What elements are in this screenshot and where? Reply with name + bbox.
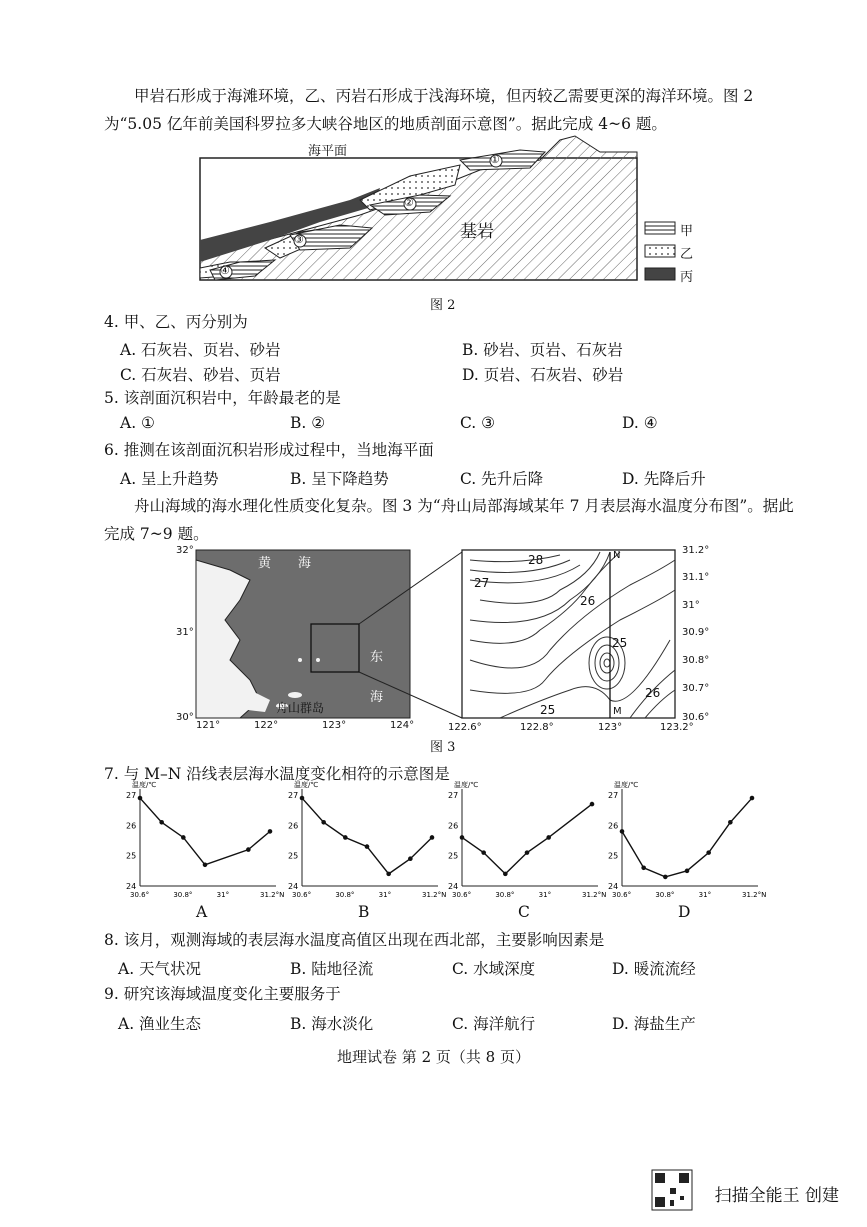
- chart-C-point: [503, 872, 508, 877]
- left-lat-30: 30°: [176, 712, 194, 723]
- chart-A-point: [203, 862, 208, 867]
- chart-C-series-line: [462, 804, 592, 874]
- chart-A-point: [181, 835, 186, 840]
- fig3-caption: 图 3: [430, 740, 456, 755]
- chart-B-point: [386, 872, 391, 877]
- q9-option-c[interactable]: C. 海洋航行: [452, 1015, 536, 1033]
- sea-level-label: 海平面: [308, 144, 348, 159]
- isotherm-26-b: 26: [645, 686, 661, 700]
- chart-D-point: [728, 820, 733, 825]
- chart-B-point: [365, 844, 370, 849]
- chart-B-ytick: 25: [288, 851, 299, 861]
- chart-D-xtick: 30.6°: [612, 891, 632, 899]
- chart-B-point: [430, 835, 435, 840]
- chart-D-point: [685, 869, 690, 874]
- chart-C-xtick: 30.6°: [452, 891, 472, 899]
- chart-B-ytick: 26: [288, 821, 299, 831]
- chart-D-xtick: 30.8°: [655, 891, 675, 899]
- q4-option-a[interactable]: A. 石灰岩、页岩、砂岩: [120, 341, 281, 359]
- q4-option-b[interactable]: B. 砂岩、页岩、石灰岩: [462, 341, 623, 359]
- chart-C-ytick: 24: [448, 882, 459, 891]
- left-lat-32: 32°: [176, 545, 194, 556]
- chart-C-ytick: 26: [448, 821, 459, 831]
- bedrock-label: 基岩: [460, 222, 494, 242]
- q7-option-d[interactable]: D: [678, 903, 691, 921]
- right-lat-31: 31°: [682, 600, 700, 611]
- left-lat-31: 31°: [176, 627, 194, 638]
- chart-C-ylabel: 温度/℃: [454, 781, 479, 789]
- label-huang: 黄: [258, 556, 272, 571]
- qr-code-icon: [652, 1170, 692, 1210]
- left-lon-124: 124°: [390, 720, 415, 731]
- chart-C-point: [481, 850, 486, 855]
- left-lon-123: 123°: [322, 720, 347, 731]
- q5-stem: 5. 该剖面沉积岩中，年龄最老的是: [104, 389, 341, 407]
- chart-A-point: [159, 820, 164, 825]
- intro-passage-1: 甲岩石形成于海滩环境，乙、丙岩石形成于浅海环境，但丙较乙需要更深的海洋环境。图 2 为“5.05 亿年前美国科罗拉多大峡谷地区的地质剖面示意图”。据此完成 4~6 题。: [104, 87, 754, 133]
- left-lon-122: 122°: [254, 720, 279, 731]
- q8-option-c[interactable]: C. 水域深度: [452, 960, 536, 978]
- chart-B-point: [321, 820, 326, 825]
- q8-option-d[interactable]: D. 暖流流经: [612, 960, 696, 978]
- left-lon-121: 121°: [196, 720, 221, 731]
- q9-option-b[interactable]: B. 海水淡化: [290, 1015, 374, 1033]
- legend-bing: 丙: [680, 270, 694, 285]
- right-lat-30-6: 30.6°: [682, 712, 710, 723]
- q5-option-d[interactable]: D. ④: [622, 414, 658, 432]
- chart-A-xtick: 31°: [216, 891, 230, 899]
- point-n: N: [613, 550, 621, 561]
- chart-A-series-line: [140, 798, 270, 865]
- chart-A-ytick: 24: [126, 882, 137, 891]
- chart-A-ytick: 25: [126, 851, 137, 861]
- chart-B-series-line: [302, 798, 432, 874]
- chart-A-ytick: 26: [126, 821, 137, 831]
- chart-A-point: [138, 796, 143, 801]
- legend-yi: 乙: [680, 247, 694, 262]
- chart-C-point: [525, 850, 530, 855]
- q9-option-d[interactable]: D. 海盐生产: [612, 1015, 696, 1033]
- right-lat-31-1: 31.1°: [682, 572, 710, 583]
- chart-D-ytick: 27: [608, 791, 619, 800]
- chart-B-point: [408, 856, 413, 861]
- chart-C-ytick: 27: [448, 791, 459, 800]
- fig2-caption: 图 2: [430, 298, 456, 313]
- q6-option-a[interactable]: A. 呈上升趋势: [120, 470, 219, 488]
- legend-jia: 甲: [680, 224, 694, 239]
- chart-A-point: [246, 847, 251, 852]
- chart-C-point: [460, 835, 465, 840]
- q4-option-d[interactable]: D. 页岩、石灰岩、砂岩: [462, 366, 624, 384]
- chart-D-point: [706, 850, 711, 855]
- chart-A-ylabel: 温度/℃: [132, 781, 157, 789]
- q7-option-a[interactable]: A: [196, 903, 208, 921]
- intro-passage-2: 舟山海域的海水理化性质变化复杂。图 3 为“舟山局部海域某年 7 月表层海水温度分布图”。据此完成 7~9 题。: [104, 497, 794, 543]
- q6-stem: 6. 推测在该剖面沉积岩形成过程中，当地海平面: [104, 441, 434, 459]
- chart-D-ytick: 24: [608, 882, 619, 891]
- label-dong: 东: [370, 650, 384, 665]
- label-hai-2: 海: [370, 690, 384, 705]
- isotherm-27: 27: [474, 576, 490, 590]
- q7-option-c[interactable]: C: [518, 903, 530, 921]
- q7-stem: 7. 与 M–N 沿线表层海水温度变化相符的示意图是: [104, 765, 450, 783]
- chart-C-point: [590, 802, 595, 807]
- chart-D-point: [750, 796, 755, 801]
- q8-stem: 8. 该月，观测海域的表层海水温度高值区出现在西北部，主要影响因素是: [104, 931, 605, 949]
- isotherm-28: 28: [528, 553, 544, 567]
- q6-option-d[interactable]: D. 先降后升: [622, 470, 706, 488]
- chart-D-xtick: 31.2°N: [742, 891, 767, 899]
- chart-A-xtick: 30.8°: [173, 891, 193, 899]
- chart-D-ylabel: 温度/℃: [614, 781, 639, 789]
- chart-D-series-line: [622, 798, 752, 877]
- chart-D-point: [620, 829, 625, 834]
- right-lat-30-9: 30.9°: [682, 627, 710, 638]
- marker-3: ③: [294, 233, 304, 246]
- q8-option-b[interactable]: B. 陆地径流: [290, 960, 374, 978]
- q8-option-a[interactable]: A. 天气状况: [118, 960, 202, 978]
- chart-B-xtick: 30.8°: [335, 891, 355, 899]
- right-lat-30-7: 30.7°: [682, 683, 710, 694]
- chart-A-xtick: 31.2°N: [260, 891, 285, 899]
- q5-option-c[interactable]: C. ③: [460, 414, 496, 432]
- chart-B-xtick: 31°: [378, 891, 392, 899]
- q9-option-a[interactable]: A. 渔业生态: [118, 1015, 202, 1033]
- chart-B-xtick: 30.6°: [292, 891, 312, 899]
- q6-option-b[interactable]: B. 呈下降趋势: [290, 470, 389, 488]
- marker-4: ④: [220, 264, 230, 277]
- chart-A-ytick: 27: [126, 791, 137, 800]
- chart-D-xtick: 31°: [698, 891, 712, 899]
- chart-A-point: [268, 829, 273, 834]
- chart-D-point: [641, 866, 646, 871]
- chart-B-ytick: 24: [288, 882, 299, 891]
- chart-C-point: [546, 835, 551, 840]
- label-zhoushan: 舟山群岛: [276, 701, 325, 715]
- chart-B-xtick: 31.2°N: [422, 891, 447, 899]
- right-lat-31-2: 31.2°: [682, 545, 710, 556]
- marker-2: ②: [404, 196, 414, 209]
- q4-stem: 4. 甲、乙、丙分别为: [104, 313, 248, 331]
- right-lon-123-2: 123.2°: [660, 722, 694, 733]
- chart-C-xtick: 30.8°: [495, 891, 515, 899]
- page-footer: 地理试卷 第 2 页（共 8 页）: [337, 1048, 530, 1066]
- chart-D-ytick: 25: [608, 851, 619, 861]
- chart-C-xtick: 31.2°N: [582, 891, 607, 899]
- scanner-watermark: 扫描全能王 创建: [714, 1186, 839, 1206]
- point-m: M: [613, 706, 622, 717]
- right-lon-122-6: 122.6°: [448, 722, 482, 733]
- chart-A-xtick: 30.6°: [130, 891, 150, 899]
- q7-option-b[interactable]: B: [358, 903, 370, 921]
- q5-option-b[interactable]: B. ②: [290, 414, 326, 432]
- q5-option-a[interactable]: A. ①: [120, 414, 155, 432]
- marker-1: ①: [490, 153, 500, 166]
- isotherm-26-a: 26: [580, 594, 596, 608]
- chart-B-point: [343, 835, 348, 840]
- label-hai-1: 海: [298, 556, 312, 571]
- isotherm-25-b: 25: [540, 703, 556, 717]
- right-lon-122-8: 122.8°: [520, 722, 554, 733]
- isotherm-25-a: 25: [612, 636, 628, 650]
- chart-D-ytick: 26: [608, 821, 619, 831]
- q9-stem: 9. 研究该海域温度变化主要服务于: [104, 985, 341, 1003]
- chart-C-ytick: 25: [448, 851, 459, 861]
- q6-option-c[interactable]: C. 先升后降: [460, 470, 544, 488]
- chart-C-xtick: 31°: [538, 891, 552, 899]
- right-lon-123: 123°: [598, 722, 623, 733]
- chart-B-ylabel: 温度/℃: [294, 781, 319, 789]
- chart-D-point: [663, 875, 668, 880]
- chart-B-ytick: 27: [288, 791, 299, 800]
- right-lat-30-8: 30.8°: [682, 655, 710, 666]
- q4-option-c[interactable]: C. 石灰岩、砂岩、页岩: [120, 366, 281, 384]
- chart-B-point: [300, 796, 305, 801]
